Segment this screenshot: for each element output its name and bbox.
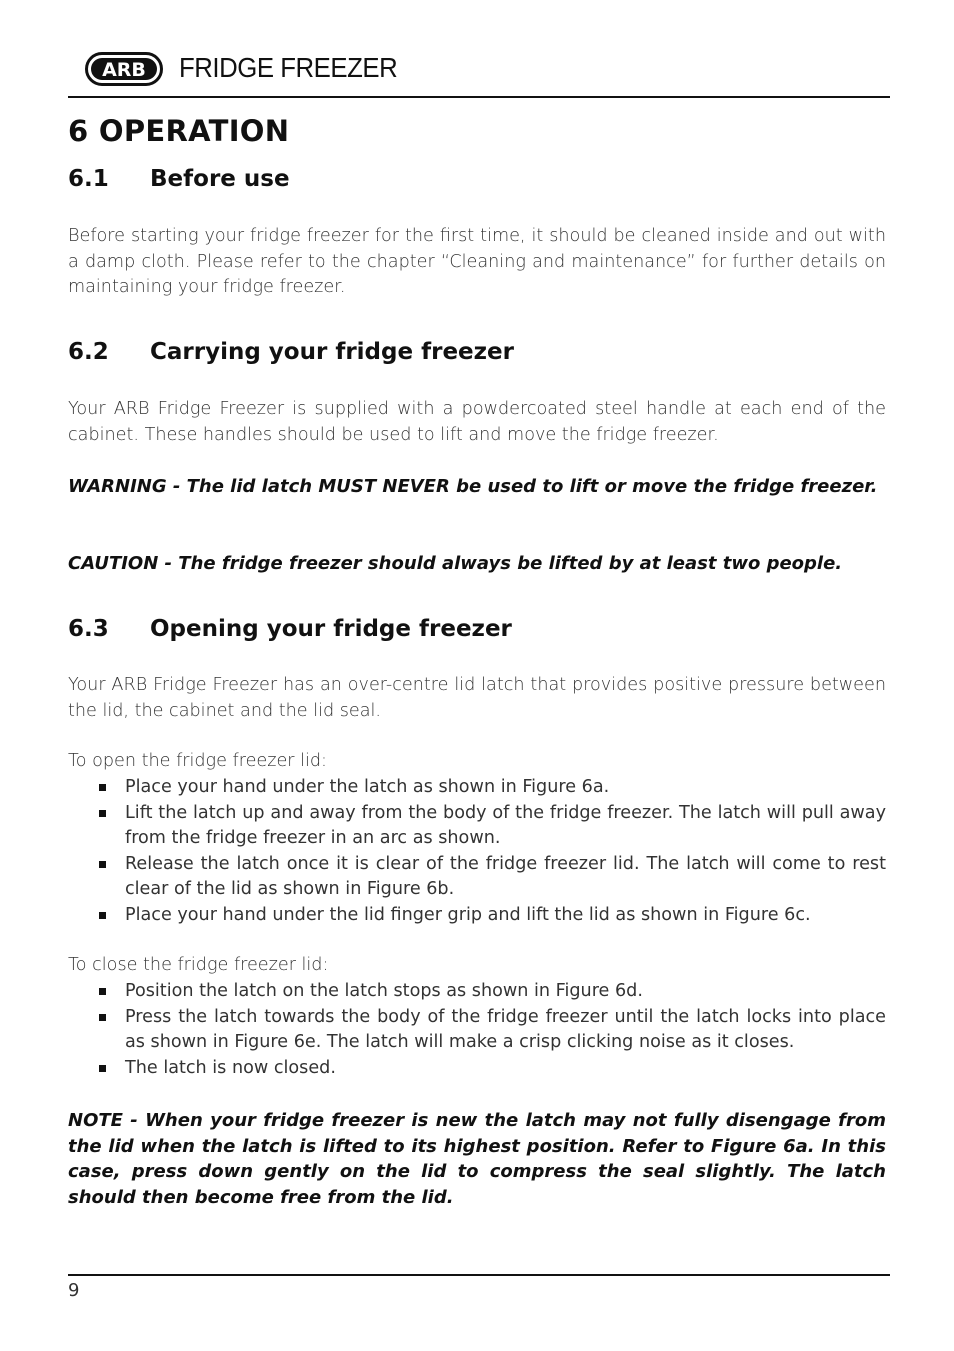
note-text: NOTE - When your fridge freezer is new the latch may not fully disengage from the lid when the latch is lifted to its highest position. Refer to Figure 6a. In this case, press down gently on the lid to compress the seal slightly. The latch should then become free from the lid.: [68, 1110, 886, 1208]
section-title: Opening your fridge freezer: [150, 616, 512, 642]
section-heading-6-1: [68, 166, 290, 192]
carrying-paragraph: Your ARB Fridge Freezer is supplied with a powdercoated steel handle at each end of the cabinet. These handles should be used to lift and move the fridge freezer.: [68, 399, 886, 445]
page-number: 9: [68, 1280, 80, 1301]
bullet-icon: [99, 1065, 106, 1072]
list-item-text: Release the latch once it is clear of the fridge freezer lid. The latch will come to rest clear of the lid as shown in Figure 6b.: [125, 853, 886, 899]
chapter-number: 6: [68, 114, 89, 148]
list-item-text: Place your hand under the lid finger grip and lift the lid as shown in Figure 6c.: [125, 904, 811, 925]
section-heading-6-3: [68, 616, 512, 642]
close-steps-list: [68, 979, 886, 1081]
section-number: 6.3: [68, 616, 109, 642]
list-item-text: Position the latch on the latch stops as shown in Figure 6d.: [125, 981, 643, 1001]
product-name: FRIDGE FREEZER: [179, 52, 398, 83]
list-item: [68, 1005, 886, 1056]
list-item: [68, 775, 886, 801]
page-header: [68, 50, 890, 98]
bullet-icon: [99, 784, 106, 791]
bullet-icon: [99, 912, 106, 919]
before-use-paragraph: Before starting your fridge freezer for the first time, it should be cleaned inside and out with a damp cloth. Please refer to the chapter “Cleaning and maintenance” for further details on maintaining your fridge freezer.: [68, 226, 886, 297]
bullet-icon: [99, 988, 106, 995]
footer-divider: [68, 1274, 890, 1276]
list-item: [68, 801, 886, 852]
section-heading-6-2: [68, 339, 514, 365]
section-number: 6.2: [68, 339, 109, 365]
logo-text: ARB: [102, 59, 146, 81]
list-item: [68, 903, 886, 929]
bullet-icon: [99, 810, 106, 817]
bullet-icon: [99, 861, 106, 868]
section-title: Before use: [150, 166, 290, 192]
chapter-heading: [68, 114, 289, 148]
open-intro: To open the fridge freezer lid:: [68, 751, 327, 771]
chapter-title: OPERATION: [98, 114, 290, 148]
list-item-text: The latch is now closed.: [125, 1057, 336, 1078]
section-title: Carrying your fridge freezer: [150, 339, 514, 365]
list-item: [68, 979, 886, 1005]
close-intro: To close the fridge freezer lid:: [68, 955, 329, 975]
arb-logo: [85, 52, 163, 86]
list-item: [68, 1056, 886, 1082]
list-item: [68, 852, 886, 903]
opening-paragraph: Your ARB Fridge Freezer has an over-centre lid latch that provides positive pressure between the lid, the cabinet and the lid seal.: [68, 675, 886, 721]
list-item-text: Press the latch towards the body of the fridge freezer until the latch locks into place as shown in Figure 6e. The latch will make a crisp clicking noise as it closes.: [125, 1006, 886, 1052]
list-item-text: Lift the latch up and away from the body of the fridge freezer. The latch will pull away from the fridge freezer in an arc as shown.: [125, 802, 886, 848]
warning-text: WARNING - The lid latch MUST NEVER be used to lift or move the fridge freezer.: [68, 476, 878, 497]
section-number: 6.1: [68, 166, 109, 192]
caution-text: CAUTION - The fridge freezer should always be lifted by at least two people.: [68, 553, 843, 574]
list-item-text: Place your hand under the latch as shown in Figure 6a.: [125, 777, 610, 797]
bullet-icon: [99, 1014, 106, 1021]
open-steps-list: [68, 775, 886, 928]
